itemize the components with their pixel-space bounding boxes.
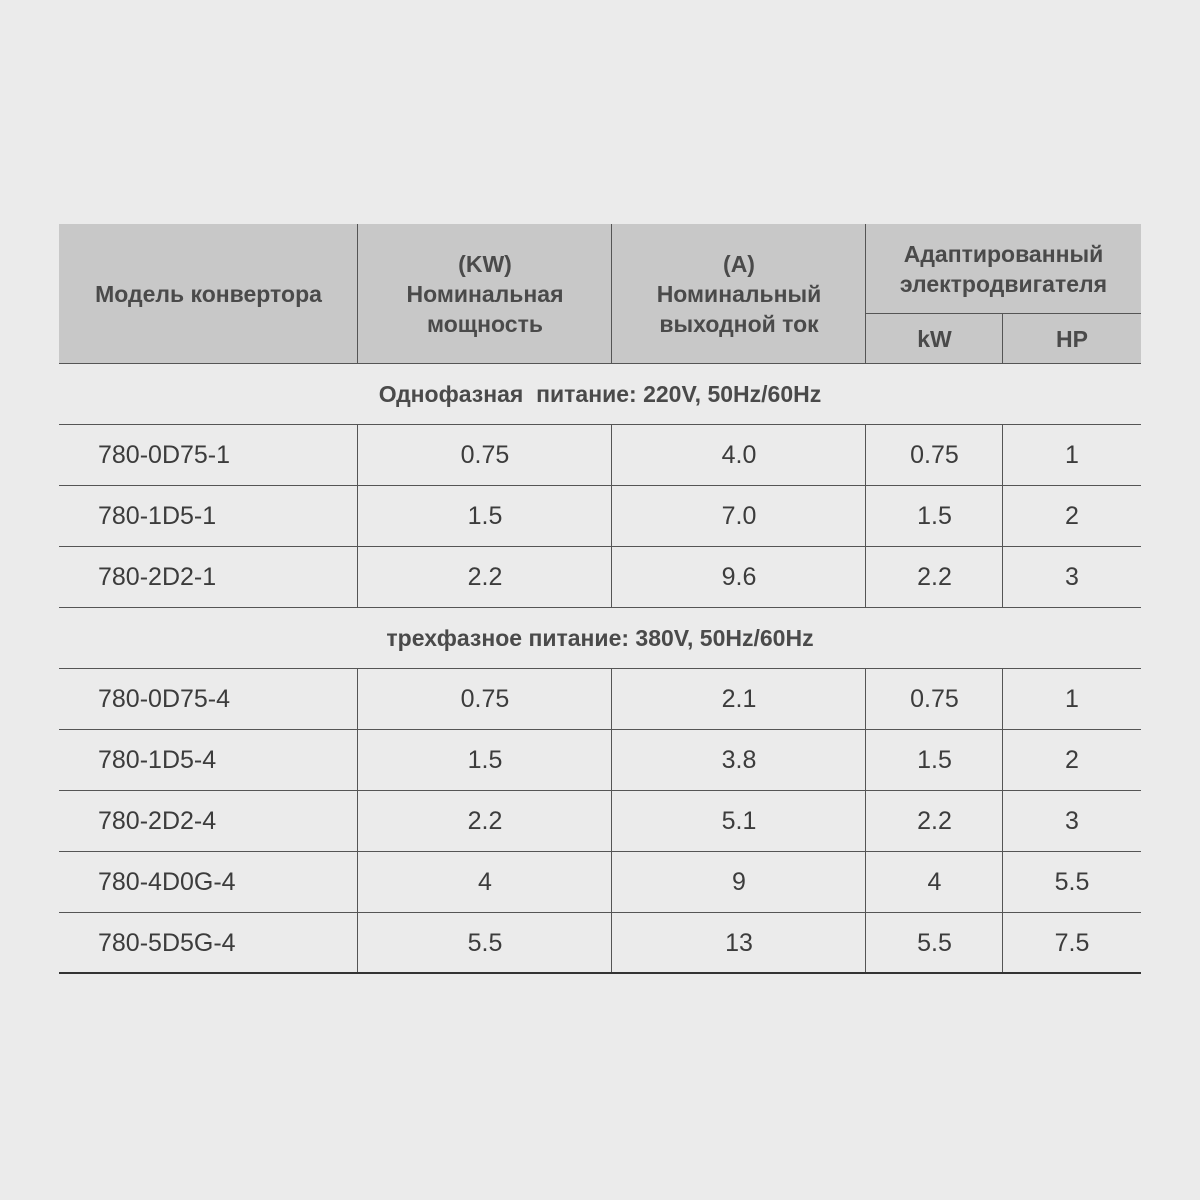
cell-power: 5.5	[467, 929, 503, 957]
header-power-line1: Номинальная	[406, 281, 564, 307]
header-divider	[1002, 313, 1003, 364]
table-row	[59, 852, 1141, 913]
cell-power: 4	[478, 868, 492, 896]
header-power-line2: мощность	[427, 311, 543, 337]
cell-current: 7.0	[721, 502, 757, 530]
header-motor-hp: HP	[1056, 326, 1088, 352]
header-motor-line2: электродвигателя	[899, 271, 1108, 297]
cell-model: 780-2D2-1	[98, 563, 217, 591]
column-divider	[611, 852, 612, 913]
cell-hp: 1	[1065, 441, 1079, 469]
header-current	[612, 224, 866, 364]
column-divider	[357, 791, 358, 852]
column-divider	[1002, 730, 1003, 791]
cell-model: 780-4D0G-4	[98, 868, 236, 896]
cell-hp: 2	[1065, 502, 1079, 530]
column-divider	[865, 852, 866, 913]
cell-hp: 2	[1065, 746, 1079, 774]
column-divider	[357, 669, 358, 730]
cell-current: 4.0	[721, 441, 757, 469]
cell-model: 780-2D2-4	[98, 807, 217, 835]
cell-power: 2.2	[467, 807, 503, 835]
column-divider	[611, 791, 612, 852]
column-divider	[611, 730, 612, 791]
header-motor-line1: Адаптированный	[903, 241, 1104, 267]
cell-hp: 7.5	[1054, 929, 1090, 957]
header-motor	[866, 224, 1141, 314]
header-current-unit: (A)	[723, 251, 755, 277]
column-divider	[357, 547, 358, 608]
cell-hp: 5.5	[1054, 868, 1090, 896]
cell-kw: 1.5	[917, 746, 952, 774]
cell-power: 2.2	[467, 563, 503, 591]
section-title: трехфазное питание: 380V, 50Hz/60Hz	[386, 625, 814, 651]
table-row	[59, 547, 1141, 608]
header-divider	[865, 224, 866, 364]
cell-hp: 1	[1065, 685, 1079, 713]
column-divider	[357, 486, 358, 547]
column-divider	[865, 730, 866, 791]
column-divider	[357, 852, 358, 913]
column-divider	[611, 486, 612, 547]
header-divider	[357, 224, 358, 364]
table-header	[59, 224, 1141, 364]
column-divider	[865, 547, 866, 608]
header-current-line2: выходной ток	[659, 311, 819, 337]
header-divider	[611, 224, 612, 364]
column-divider	[865, 669, 866, 730]
table-row	[59, 486, 1141, 547]
cell-model: 780-0D75-4	[98, 685, 231, 713]
cell-current: 9.6	[721, 563, 757, 591]
column-divider	[1002, 669, 1003, 730]
table-row	[59, 425, 1141, 486]
cell-power: 0.75	[460, 685, 510, 713]
cell-model: 780-1D5-1	[98, 502, 217, 530]
table-bottom-border	[59, 972, 1141, 974]
header-power	[358, 224, 612, 364]
column-divider	[357, 730, 358, 791]
header-power-unit: (KW)	[458, 251, 512, 277]
column-divider	[1002, 913, 1003, 974]
cell-power: 1.5	[467, 502, 503, 530]
cell-kw: 2.2	[917, 807, 952, 835]
column-divider	[865, 425, 866, 486]
cell-kw: 0.75	[910, 441, 959, 469]
table-row	[59, 730, 1141, 791]
header-motor-kw: kW	[917, 326, 952, 352]
column-divider	[1002, 425, 1003, 486]
column-divider	[865, 791, 866, 852]
column-divider	[1002, 486, 1003, 547]
column-divider	[357, 425, 358, 486]
column-divider	[1002, 852, 1003, 913]
table-row	[59, 669, 1141, 730]
table-row	[59, 913, 1141, 974]
cell-power: 1.5	[467, 746, 503, 774]
column-divider	[357, 913, 358, 974]
header-model: Модель конвертора	[95, 281, 322, 307]
column-divider	[865, 913, 866, 974]
table-row	[59, 791, 1141, 852]
cell-kw: 5.5	[917, 929, 952, 957]
cell-current: 3.8	[721, 746, 757, 774]
section-title: Однофазная питание: 220V, 50Hz/60Hz	[378, 381, 822, 407]
column-divider	[1002, 791, 1003, 852]
column-divider	[865, 486, 866, 547]
cell-power: 0.75	[460, 441, 510, 469]
column-divider	[1002, 547, 1003, 608]
cell-kw: 0.75	[910, 685, 959, 713]
column-divider	[611, 669, 612, 730]
column-divider	[611, 425, 612, 486]
cell-model: 780-1D5-4	[98, 746, 217, 774]
header-divider	[866, 313, 1141, 314]
cell-current: 2.1	[721, 685, 757, 713]
cell-model: 780-0D75-1	[98, 441, 231, 469]
column-divider	[611, 547, 612, 608]
cell-kw: 1.5	[917, 502, 952, 530]
cell-kw: 4	[927, 868, 942, 896]
header-current-line1: Номинальный	[656, 281, 822, 307]
cell-current: 9	[732, 868, 746, 896]
column-divider	[611, 913, 612, 974]
cell-model: 780-5D5G-4	[98, 929, 236, 957]
cell-current: 13	[725, 929, 753, 957]
cell-hp: 3	[1065, 807, 1079, 835]
cell-hp: 3	[1065, 563, 1079, 591]
cell-current: 5.1	[721, 807, 757, 835]
specs-table	[59, 224, 1141, 957]
cell-kw: 2.2	[917, 563, 952, 591]
